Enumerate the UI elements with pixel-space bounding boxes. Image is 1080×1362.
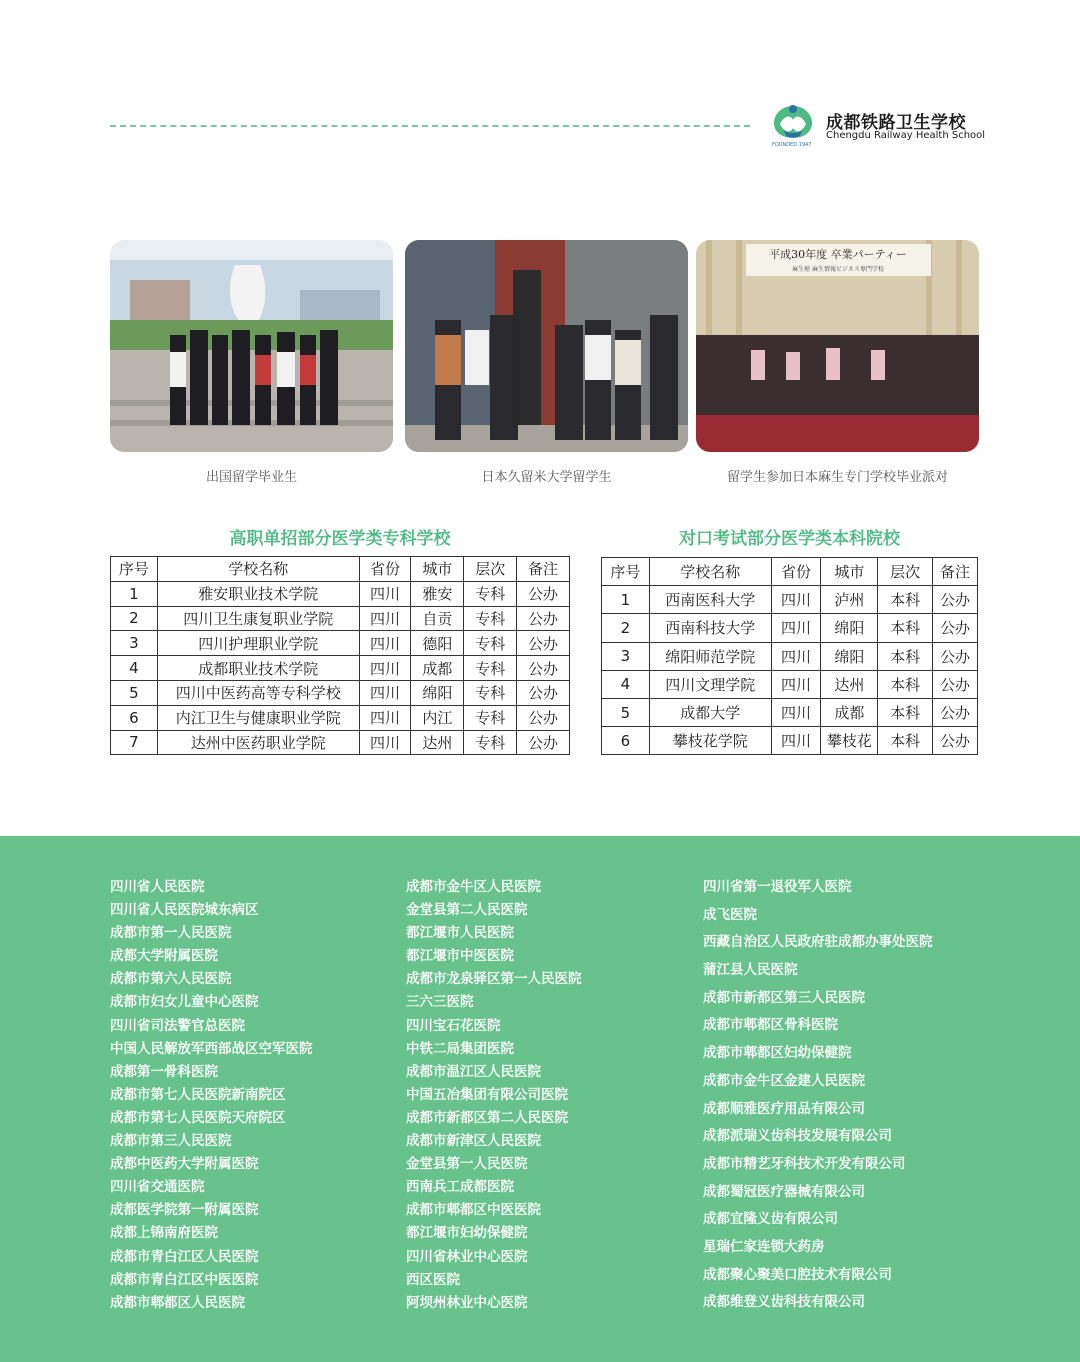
partner-list-item: 中铁二局集团医院 bbox=[406, 1040, 514, 1057]
school-name-cn: 成都铁路卫生学校 bbox=[826, 113, 966, 133]
partner-list-item: 成都市第六人民医院 bbox=[110, 971, 232, 988]
cell: 专科 bbox=[464, 656, 517, 681]
partner-list-item: 成都宜隆义齿有限公司 bbox=[703, 1211, 838, 1228]
partner-list-item: 成都市第七人民医院新南院区 bbox=[110, 1086, 286, 1103]
school-name-en: Chengdu Railway Health School bbox=[826, 130, 986, 141]
cell: 公办 bbox=[517, 680, 570, 705]
cell: 本科 bbox=[878, 727, 933, 755]
cell: 四川 bbox=[359, 581, 411, 606]
partner-list-item: 成飞医院 bbox=[703, 906, 757, 923]
cell: 四川 bbox=[771, 614, 821, 642]
cell: 四川护理职业学院 bbox=[157, 631, 359, 656]
partner-list-item: 成都市青白江区人民医院 bbox=[110, 1248, 259, 1265]
cell: 绵阳 bbox=[411, 680, 464, 705]
partner-list-item: 西藏自治区人民政府驻成都办事处医院 bbox=[703, 934, 933, 951]
partner-list-item: 蒲江县人民医院 bbox=[703, 962, 798, 979]
cell: 本科 bbox=[878, 698, 933, 726]
partner-list-item: 成都聚心聚美口腔技术有限公司 bbox=[703, 1266, 892, 1283]
table-row bbox=[602, 586, 978, 614]
partner-list-item: 三六三医院 bbox=[406, 994, 474, 1011]
cell: 德阳 bbox=[411, 631, 464, 656]
header-cell: 序号 bbox=[111, 557, 158, 582]
founded-label: FOUNDED 1947 bbox=[772, 142, 812, 148]
partner-list-item: 阿坝州林业中心医院 bbox=[406, 1294, 528, 1311]
cell: 6 bbox=[111, 705, 158, 730]
header-cell: 学校名称 bbox=[649, 558, 771, 586]
header-cell: 层次 bbox=[878, 558, 933, 586]
cell: 绵阳师范学院 bbox=[649, 642, 771, 670]
cell: 专科 bbox=[464, 631, 517, 656]
partner-list-item: 成都医学院第一附属医院 bbox=[110, 1202, 259, 1219]
partner-list-item: 成都中医药大学附属医院 bbox=[110, 1156, 259, 1173]
cell: 专科 bbox=[464, 680, 517, 705]
cell: 四川 bbox=[359, 705, 411, 730]
cell: 6 bbox=[602, 727, 650, 755]
cell: 本科 bbox=[878, 586, 933, 614]
partner-list-item: 成都上锦南府医院 bbox=[110, 1225, 218, 1242]
partner-list-item: 四川省林业中心医院 bbox=[406, 1248, 528, 1265]
cell: 泸州 bbox=[821, 586, 878, 614]
cell: 四川文理学院 bbox=[649, 670, 771, 698]
cell: 成都 bbox=[821, 698, 878, 726]
table-row bbox=[602, 642, 978, 670]
cell: 四川 bbox=[359, 680, 411, 705]
caption-kurume-students: 日本久留米大学留学生 bbox=[481, 470, 612, 485]
partner-list-item: 四川省司法警官总医院 bbox=[110, 1017, 245, 1034]
table-header-row bbox=[111, 557, 570, 582]
table-right-title: 对口考试部分医学类本科院校 bbox=[679, 529, 900, 549]
cell: 公办 bbox=[933, 670, 978, 698]
partner-list-item: 成都市精艺牙科技术开发有限公司 bbox=[703, 1155, 906, 1172]
partner-list-column-2 bbox=[406, 878, 582, 1317]
partner-list-item: 成都市青白江区中医医院 bbox=[110, 1271, 259, 1288]
partner-list-item: 成都市第三人民医院 bbox=[110, 1133, 232, 1150]
cell: 公办 bbox=[517, 705, 570, 730]
partner-list-item: 成都市郫都区骨科医院 bbox=[703, 1017, 838, 1034]
partner-list-item: 成都市新津区人民医院 bbox=[406, 1133, 541, 1150]
table-left-title: 高职单招部分医学类专科学校 bbox=[229, 529, 451, 549]
cell: 成都 bbox=[411, 656, 464, 681]
partner-list-item: 成都市郫都区中医医院 bbox=[406, 1202, 541, 1219]
partner-list-item: 成都维登义齿科技有限公司 bbox=[703, 1294, 865, 1311]
cell: 成都职业技术学院 bbox=[157, 656, 359, 681]
cell: 2 bbox=[602, 614, 650, 642]
cell: 公办 bbox=[517, 730, 570, 755]
partner-list-item: 四川宝石花医院 bbox=[406, 1017, 501, 1034]
party-banner-subtitle: 麻生塾 麻生情報ビジネス専門学校 bbox=[792, 266, 884, 273]
partner-list-item: 都江堰市人民医院 bbox=[406, 925, 514, 942]
cell: 本科 bbox=[878, 642, 933, 670]
cell: 专科 bbox=[464, 705, 517, 730]
partner-list-item: 成都市妇女儿童中心医院 bbox=[110, 994, 259, 1011]
partner-list-item: 成都派瑞义齿科技发展有限公司 bbox=[703, 1128, 892, 1145]
cell: 公办 bbox=[933, 698, 978, 726]
partner-list-item: 金堂县第二人民医院 bbox=[406, 902, 528, 919]
cell: 公办 bbox=[933, 727, 978, 755]
cell: 雅安 bbox=[411, 581, 464, 606]
cell: 本科 bbox=[878, 614, 933, 642]
header-cell: 省份 bbox=[359, 557, 411, 582]
cell: 3 bbox=[602, 642, 650, 670]
table-row bbox=[602, 698, 978, 726]
caption-graduation-party: 留学生参加日本麻生专门学校毕业派对 bbox=[726, 470, 948, 485]
cell: 四川 bbox=[359, 606, 411, 631]
partner-list-item: 成都市第七人民医院天府院区 bbox=[110, 1109, 286, 1126]
partner-list-item: 四川省人民医院 bbox=[110, 879, 205, 895]
table-row bbox=[111, 705, 570, 730]
cell: 1 bbox=[111, 581, 158, 606]
partner-list-item: 成都市第一人民医院 bbox=[110, 925, 232, 942]
cell: 公办 bbox=[933, 614, 978, 642]
party-banner-title: 平成30年度 卒業パーティー bbox=[769, 248, 907, 261]
cell: 成都大学 bbox=[649, 698, 771, 726]
cell: 内江卫生与健康职业学院 bbox=[157, 705, 359, 730]
cell: 四川 bbox=[359, 631, 411, 656]
cell: 公办 bbox=[517, 631, 570, 656]
partner-list-item: 四川省交通医院 bbox=[110, 1179, 205, 1196]
cell: 公办 bbox=[517, 606, 570, 631]
cell: 四川 bbox=[771, 670, 821, 698]
partner-list-column-1 bbox=[110, 878, 313, 1317]
cell: 1 bbox=[602, 586, 650, 614]
photo-kurume-students bbox=[405, 240, 688, 452]
partner-list-item: 成都市郫都区妇幼保健院 bbox=[703, 1045, 852, 1062]
table-row bbox=[602, 670, 978, 698]
partner-list-item: 成都市龙泉驿区第一人民医院 bbox=[406, 971, 582, 988]
partner-list-item: 星瑞仁家连锁大药房 bbox=[703, 1238, 825, 1255]
table-row bbox=[111, 631, 570, 656]
header-cell: 备注 bbox=[933, 558, 978, 586]
cell: 专科 bbox=[464, 730, 517, 755]
header-cell: 城市 bbox=[411, 557, 464, 582]
partner-list-item: 成都市新都区第三人民医院 bbox=[703, 989, 865, 1006]
partner-list-item: 成都市金牛区人民医院 bbox=[406, 879, 541, 895]
partner-list-item: 成都市金牛区金建人民医院 bbox=[703, 1072, 865, 1089]
vocational-schools-table bbox=[110, 556, 570, 755]
cell: 绵阳 bbox=[821, 614, 878, 642]
header-cell: 省份 bbox=[771, 558, 821, 586]
undergraduate-schools-table bbox=[601, 557, 978, 755]
cell: 四川 bbox=[359, 730, 411, 755]
table-row bbox=[602, 614, 978, 642]
cell: 公办 bbox=[517, 581, 570, 606]
cell: 本科 bbox=[878, 670, 933, 698]
cell: 雅安职业技术学院 bbox=[157, 581, 359, 606]
cell: 专科 bbox=[464, 581, 517, 606]
partner-list-item: 成都顺雅医疗用品有限公司 bbox=[703, 1100, 865, 1117]
cell: 攀枝花 bbox=[821, 727, 878, 755]
cell: 3 bbox=[111, 631, 158, 656]
cell: 西南科技大学 bbox=[649, 614, 771, 642]
partner-list-item: 成都蜀冠医疗器械有限公司 bbox=[703, 1183, 865, 1200]
cell: 四川 bbox=[771, 586, 821, 614]
partner-list-item: 四川省第一退役军人医院 bbox=[703, 879, 852, 895]
photo-graduates-abroad bbox=[110, 240, 393, 452]
cell: 攀枝花学院 bbox=[649, 727, 771, 755]
cell: 公办 bbox=[517, 656, 570, 681]
cell: 7 bbox=[111, 730, 158, 755]
partner-list-item: 成都大学附属医院 bbox=[110, 948, 218, 965]
partner-list-item: 金堂县第一人民医院 bbox=[406, 1156, 528, 1173]
partner-list-item: 中国五冶集团有限公司医院 bbox=[406, 1086, 568, 1103]
header-cell: 学校名称 bbox=[157, 557, 359, 582]
cell: 达州 bbox=[821, 670, 878, 698]
photo-graduation-party bbox=[696, 240, 979, 452]
header-cell: 备注 bbox=[517, 557, 570, 582]
table-row bbox=[111, 581, 570, 606]
cell: 自贡 bbox=[411, 606, 464, 631]
cell: 4 bbox=[111, 656, 158, 681]
cell: 四川 bbox=[771, 642, 821, 670]
cell: 四川 bbox=[359, 656, 411, 681]
header-cell: 序号 bbox=[602, 558, 650, 586]
cell: 公办 bbox=[933, 586, 978, 614]
header-cell: 层次 bbox=[464, 557, 517, 582]
partner-list-item: 中国人民解放军西部战区空军医院 bbox=[110, 1040, 313, 1057]
cell: 达州中医药职业学院 bbox=[157, 730, 359, 755]
cell: 四川 bbox=[771, 698, 821, 726]
partner-list-item: 成都市郫都区人民医院 bbox=[110, 1294, 245, 1311]
cell: 四川 bbox=[771, 727, 821, 755]
cell: 2 bbox=[111, 606, 158, 631]
cell: 西南医科大学 bbox=[649, 586, 771, 614]
cell: 5 bbox=[602, 698, 650, 726]
cell: 四川中医药高等专科学校 bbox=[157, 680, 359, 705]
table-header-row bbox=[602, 558, 978, 586]
partner-list-item: 四川省人民医院城东病区 bbox=[110, 902, 259, 919]
cell: 5 bbox=[111, 680, 158, 705]
cell: 4 bbox=[602, 670, 650, 698]
table-row bbox=[111, 656, 570, 681]
cell: 内江 bbox=[411, 705, 464, 730]
partner-list-item: 成都市新都区第二人民医院 bbox=[406, 1109, 568, 1126]
partner-list-item: 西南兵工成都医院 bbox=[406, 1179, 514, 1196]
partner-list-item: 西区医院 bbox=[406, 1271, 460, 1288]
school-logo bbox=[770, 100, 1000, 150]
partner-list-column-3 bbox=[703, 878, 933, 1321]
caption-graduates-abroad: 出国留学毕业生 bbox=[205, 470, 297, 485]
cell: 公办 bbox=[933, 642, 978, 670]
cell: 达州 bbox=[411, 730, 464, 755]
partner-list-item: 成都第一骨科医院 bbox=[110, 1063, 218, 1080]
header-divider bbox=[110, 125, 750, 127]
cell: 四川卫生康复职业学院 bbox=[157, 606, 359, 631]
cell: 绵阳 bbox=[821, 642, 878, 670]
partner-list-item: 都江堰市中医医院 bbox=[406, 948, 514, 965]
header-cell: 城市 bbox=[821, 558, 878, 586]
table-row bbox=[111, 606, 570, 631]
cell: 专科 bbox=[464, 606, 517, 631]
partner-list-item: 成都市温江区人民医院 bbox=[406, 1063, 541, 1080]
partner-list-item: 都江堰市妇幼保健院 bbox=[406, 1225, 528, 1242]
table-row bbox=[602, 727, 978, 755]
table-row bbox=[111, 730, 570, 755]
table-row bbox=[111, 680, 570, 705]
